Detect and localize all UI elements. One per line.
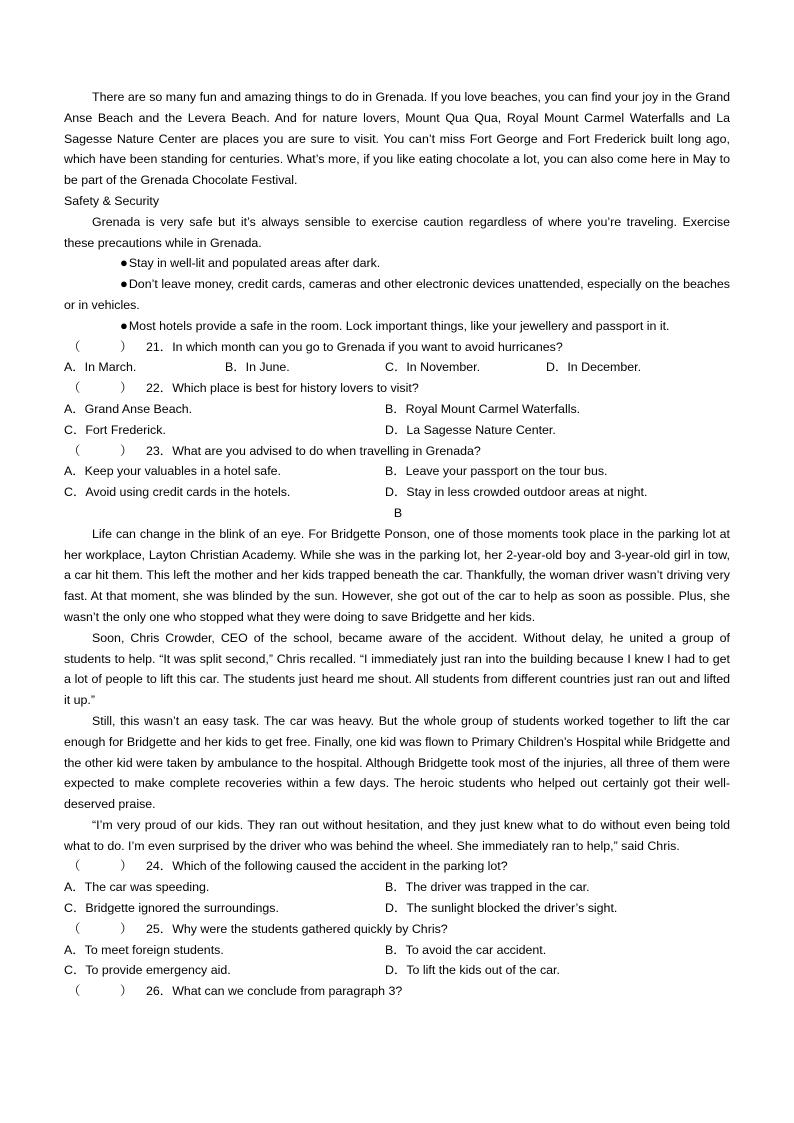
question-22-options-row-1 bbox=[64, 399, 730, 420]
question-24-options-row-2 bbox=[64, 898, 730, 919]
question-24 bbox=[64, 856, 730, 877]
question-25-options-row-2 bbox=[64, 960, 730, 981]
answer-blank[interactable]: （ ） bbox=[68, 859, 133, 874]
question-25 bbox=[64, 919, 730, 940]
passage-b-paragraph-4: “I’m very proud of our kids. They ran out without hesitation, and they just knew what to do without even being told what to do. I’m even surprised by the driver who was behind the wheel. She immediately ran to help,” said Chris. bbox=[64, 817, 730, 853]
bullet-dot-icon: ● bbox=[120, 276, 128, 292]
question-24-options-row-1 bbox=[64, 877, 730, 898]
bullet-dot-icon: ● bbox=[120, 317, 128, 333]
question-25-options-row-1 bbox=[64, 940, 730, 961]
option-a[interactable]: A．The car was speeding. bbox=[64, 880, 210, 895]
option-c[interactable]: C．In November. bbox=[385, 360, 481, 375]
bullet-item: ●Don’t leave money, credit cards, cameras and other electronic devices unattended, especially on the beaches or in vehicles. bbox=[64, 276, 730, 312]
option-a[interactable]: A．To meet foreign students. bbox=[64, 942, 224, 957]
option-d[interactable]: D．La Sagesse Nature Center. bbox=[385, 422, 556, 437]
passage-b-paragraph-1: Life can change in the blink of an eye. For Bridgette Ponson, one of those moments took place in the parking lot at her workplace, Layton Christian Academy. While she was in the parking lot, her 2-year-old boy and 3-year-old girl in tow, a car hit them. This left the mother and her kids trapped beneath the car. Thankfully, the woman driver wasn’t driving very fast. At that moment, she was blinded by the sun. However, she got out of the car to help as soon as possible. Plus, she wasn’t the only one who stopped what they were doing to save Bridgette and her kids. bbox=[64, 526, 730, 624]
bullet-dot-icon: ● bbox=[120, 255, 128, 271]
question-text: What can we conclude from paragraph 3? bbox=[172, 984, 403, 999]
option-b[interactable]: B．To avoid the car accident. bbox=[385, 942, 547, 957]
option-b[interactable]: B．Royal Mount Carmel Waterfalls. bbox=[385, 401, 581, 416]
question-21-options bbox=[64, 357, 730, 378]
passage-a-intro: There are so many fun and amazing things to do in Grenada. If you love beaches, you can find your joy in the Grand Anse Beach and the Levera Beach. And for nature lovers, Mount Qua Qua, Royal Mount Carmel Waterfalls and La Sagesse Nature Center are places you are sure to visit. You can’t miss Fort George and Fort Frederick built long ago, which have been standing for centuries. What’s more, if you like eating chocolate a lot, you can also come here in May to be part of the Grenada Chocolate Festival. bbox=[64, 90, 730, 188]
option-a[interactable]: A．In March. bbox=[64, 360, 137, 375]
option-d[interactable]: D．The sunlight blocked the driver’s sight. bbox=[385, 901, 618, 916]
option-d[interactable]: D．To lift the kids out of the car. bbox=[385, 963, 560, 978]
document-page bbox=[64, 87, 730, 1002]
question-text: Why were the students gathered quickly by Chris? bbox=[172, 921, 448, 936]
option-b[interactable]: B．The driver was trapped in the car. bbox=[385, 880, 590, 895]
option-c[interactable]: C．Bridgette ignored the surroundings. bbox=[64, 901, 279, 916]
question-23-options-row-1 bbox=[64, 461, 730, 482]
question-23-options-row-2 bbox=[64, 482, 730, 503]
answer-blank[interactable]: （ ） bbox=[68, 381, 133, 396]
option-c[interactable]: C．To provide emergency aid. bbox=[64, 963, 231, 978]
answer-blank[interactable]: （ ） bbox=[68, 921, 133, 936]
passage-b-paragraph-2: Soon, Chris Crowder, CEO of the school, became aware of the accident. Without delay, he united a group of students to help. “It was split second,” Chris recalled. “I immediately just ran into the building because I knew I had to get a lot of people to lift this car. The students just heard me shout. All students from different countries just ran out and lifted it up.” bbox=[64, 630, 730, 708]
question-text: In which month can you go to Grenada if you want to avoid hurricanes? bbox=[172, 339, 563, 354]
option-d[interactable]: D．Stay in less crowded outdoor areas at night. bbox=[385, 485, 648, 500]
question-text: Which place is best for history lovers to visit? bbox=[172, 381, 419, 396]
question-26 bbox=[64, 981, 730, 1002]
bullet-item: ●Stay in well-lit and populated areas after dark. bbox=[64, 253, 730, 274]
option-a[interactable]: A．Keep your valuables in a hotel safe. bbox=[64, 464, 281, 479]
question-number: 21． bbox=[146, 339, 173, 354]
question-22-options-row-2 bbox=[64, 420, 730, 441]
option-d[interactable]: D．In December. bbox=[546, 360, 642, 375]
question-number: 24． bbox=[146, 859, 173, 874]
question-number: 22． bbox=[146, 381, 173, 396]
safety-heading: Safety & Security bbox=[64, 193, 160, 208]
bullet-item: ●Most hotels provide a safe in the room. Lock important things, like your jewellery and passport in it. bbox=[64, 316, 730, 337]
section-b-label: B bbox=[393, 505, 403, 520]
option-a[interactable]: A．Grand Anse Beach. bbox=[64, 401, 193, 416]
option-b[interactable]: B．In June. bbox=[225, 360, 290, 375]
question-number: 26． bbox=[146, 984, 173, 999]
option-c[interactable]: C．Fort Frederick. bbox=[64, 422, 166, 437]
question-22 bbox=[64, 378, 730, 399]
answer-blank[interactable]: （ ） bbox=[68, 339, 133, 354]
passage-b-paragraph-3: Still, this wasn’t an easy task. The car was heavy. But the whole group of students worked together to lift the car enough for Bridgette and her kids to get free. Finally, one kid was flown to Primary Children’s Hospital while Bridgette and the other kid were taken by ambulance to the hospital. Although Bridgette took most of the injuries, all three of them were expected to make complete recoveries within a few days. The heroic students who helped out certainly got their well-deserved praise. bbox=[64, 713, 730, 812]
question-number: 25． bbox=[146, 921, 173, 936]
option-b[interactable]: B．Leave your passport on the tour bus. bbox=[385, 464, 608, 479]
option-c[interactable]: C．Avoid using credit cards in the hotels. bbox=[64, 485, 291, 500]
answer-blank[interactable]: （ ） bbox=[68, 984, 133, 999]
question-number: 23． bbox=[146, 443, 173, 458]
passage-a-safety-paragraph: Grenada is very safe but it’s always sensible to exercise caution regardless of where you’re traveling. Exercise these precautions while in Grenada. bbox=[64, 214, 730, 250]
question-21 bbox=[64, 337, 730, 358]
answer-blank[interactable]: （ ） bbox=[68, 443, 133, 458]
question-23 bbox=[64, 441, 730, 462]
question-text: Which of the following caused the accident in the parking lot? bbox=[172, 859, 508, 874]
question-text: What are you advised to do when travelling in Grenada? bbox=[172, 443, 481, 458]
